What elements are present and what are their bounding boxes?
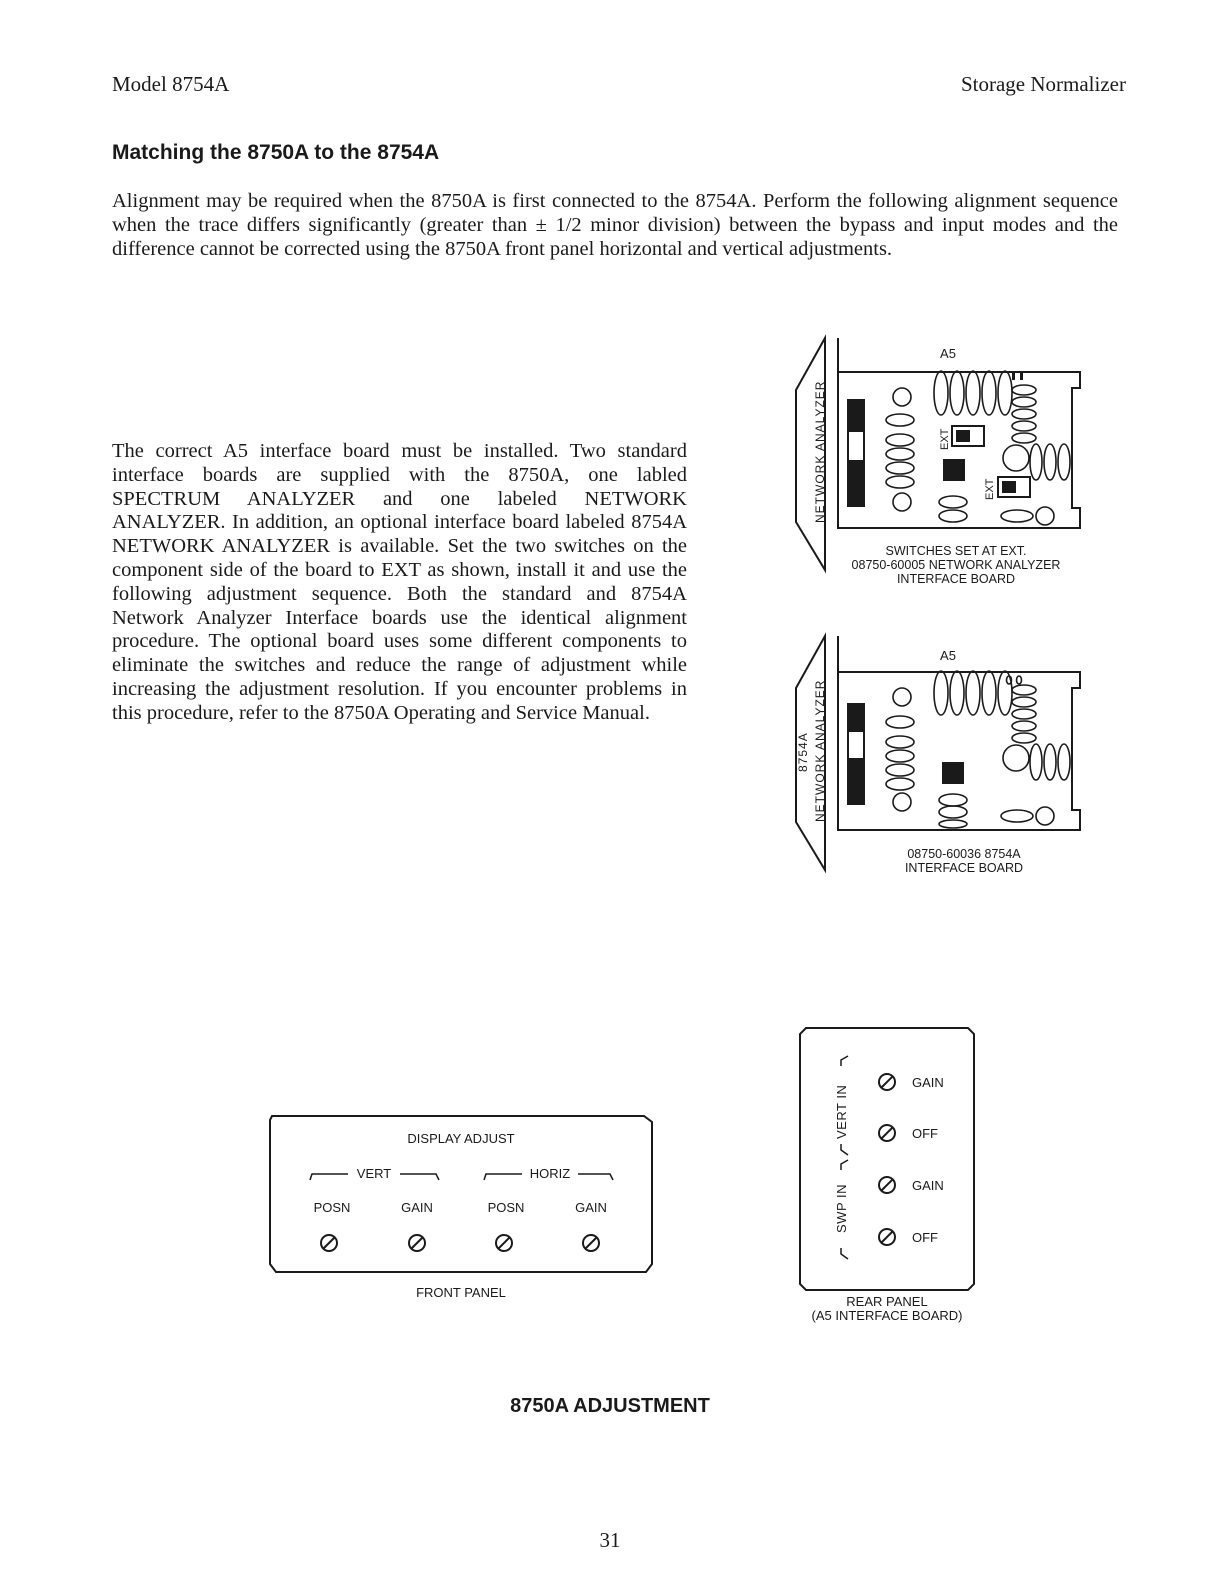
front-panel-title: DISPLAY ADJUST — [407, 1131, 515, 1146]
rear-panel-outline — [800, 1028, 974, 1290]
rear-panel-diagram — [792, 1022, 992, 1327]
rear-vert-gain-adjust-icon[interactable] — [879, 1074, 895, 1090]
rear-vert-gain-label: GAIN — [912, 1075, 944, 1090]
rear-swp-off-adjust-icon[interactable] — [879, 1229, 895, 1245]
rear-panel-caption-line1: REAR PANEL — [846, 1294, 928, 1309]
rear-swp-gain-adjust-icon[interactable] — [879, 1177, 895, 1193]
section-title: Matching the 8750A to the 8754A — [112, 141, 440, 164]
rear-vert-off-label: OFF — [912, 1126, 938, 1141]
rear-swp-gain-label: GAIN — [912, 1178, 944, 1193]
board2-edge-label-1: 8754A — [796, 732, 810, 772]
front-horiz-posn-label: POSN — [487, 1200, 525, 1215]
board1-edge-label: NETWORK ANALYZER — [813, 380, 827, 523]
rear-swp-off-label: OFF — [912, 1230, 938, 1245]
front-panel-diagram — [262, 1108, 662, 1308]
board1-title: A5 — [940, 346, 956, 361]
header-section: Storage Normalizer — [960, 72, 1126, 96]
page-number: 31 — [599, 1528, 621, 1552]
board2-title: A5 — [940, 648, 956, 663]
front-horiz-posn-adjust-icon[interactable] — [496, 1235, 512, 1251]
board-paragraph: The correct A5 interface board must be installed. Two standard interface boards are supplied with the 8750A, one labled SPECTRUM ANALYZER and one labeled NETWORK ANALYZER. In addition, an optional interface board labeled 8754A NETWORK ANALYZER is available. Set the two switches on the component side of the board to EXT as shown, install it and use the following adjustment sequence. Both the standard and 8754A Network Analyzer Interface boards use the identical alignment procedure. The optional board uses some different components to eliminate the switches and reduce the range of adjustment while increasing the adjustment resolution. If you encounter problems in this procedure, refer to the 8750A Operating and Service Manual. — [112, 440, 687, 724]
front-panel-caption: FRONT PANEL — [416, 1285, 506, 1300]
front-vert-posn-label: POSN — [313, 1200, 351, 1215]
board1-caption-line1: SWITCHES SET AT EXT. — [885, 544, 1027, 558]
front-panel-group-vert: VERT — [356, 1166, 392, 1181]
header-model: Model 8754A — [112, 72, 230, 96]
rear-vert-off-adjust-icon[interactable] — [879, 1125, 895, 1141]
board1-switch-label-1: EXT — [939, 428, 951, 450]
rear-panel-group-vert: VERT IN — [834, 1084, 849, 1139]
board2-caption-line1: 08750-60036 8754A — [907, 847, 1021, 861]
8754a-interface-board-diagram — [780, 632, 1110, 882]
front-vert-posn-adjust-icon[interactable] — [321, 1235, 337, 1251]
rear-panel-group-swp: SWP IN — [834, 1184, 849, 1233]
board2-caption-line2: INTERFACE BOARD — [904, 861, 1024, 875]
intro-paragraph: Alignment may be required when the 8750A is first connected to the 8754A. Perform the following alignment sequence when the trace differs significantly (greater than ± 1/2 minor division) between the bypass and input modes and the difference cannot be corrected using the 8750A front panel horizontal and vertical adjustments. — [112, 190, 1118, 260]
front-vert-gain-adjust-icon[interactable] — [409, 1235, 425, 1251]
board1-caption-line2: 08750-60005 NETWORK ANALYZER — [851, 558, 1061, 572]
rear-panel-caption-line2: (A5 INTERFACE BOARD) — [811, 1308, 963, 1323]
front-horiz-gain-adjust-icon[interactable] — [583, 1235, 599, 1251]
front-vert-gain-label: GAIN — [401, 1200, 433, 1215]
network-analyzer-board-diagram — [780, 330, 1110, 600]
board1-switch-label-2: EXT — [984, 478, 996, 500]
board2-edge-label-2: NETWORK ANALYZER — [813, 679, 827, 822]
board1-caption-line3: INTERFACE BOARD — [896, 572, 1016, 586]
board2-card-outline — [838, 636, 1080, 830]
front-panel-group-horiz: HORIZ — [529, 1166, 571, 1181]
figure-title: 8750A ADJUSTMENT — [510, 1395, 710, 1417]
front-horiz-gain-label: GAIN — [575, 1200, 607, 1215]
